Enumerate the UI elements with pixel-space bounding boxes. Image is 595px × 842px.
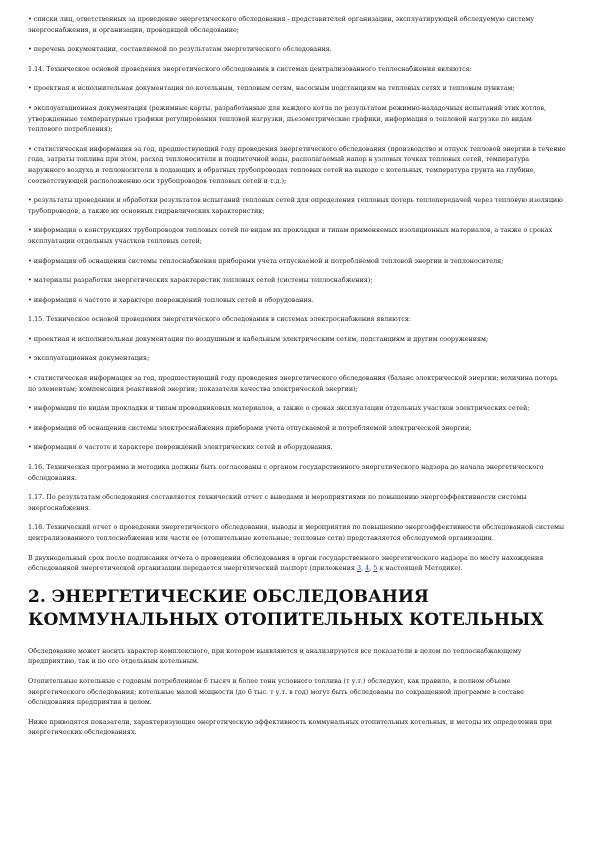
paragraph-electric-metering: • информация об оснащении системы электроснабжения приборами учета отпускаемой и потребляемой электрической энергии; — [28, 423, 472, 432]
paragraph-passport-transfer — [28, 553, 567, 574]
paragraph-electric-damage: • информация о частоте и характере повреждений электрических сетей и оборудования. — [28, 443, 333, 452]
paragraph-conductor-info: • информация по видам прокладки и типам проводниковых материалов, а также о сроках эксплуатации отдельных участков электрических сетей; — [28, 404, 530, 413]
paragraph-electric-statistics: • статистическая информация за год, предшествующий году проведения энергетического обследования (баланс электрической энергии; величина потерь по элементам; компенсация реактивной энергии; показатели качества электрической энергии); — [28, 374, 558, 393]
paragraph-survey-scope: Обследование может носить характер комплексного, при котором выявляются и анализируются все показатели в целом по теплоснабжающему предприятию, так и по его отдельным котельным. — [28, 646, 522, 666]
paragraph-statistical-info: • статистическая информация за год, предшествующий году проведения энергетического обследования (производство и отпуск тепловой энергии в течение года, затраты топлива при этом, расход теплоносителя и подпиточной воды, располагаемый напор в узловых точках тепловых сетей, температура наружного воздуха и теплоносителя в подающих и обратных трубопроводах тепловых сетей на выходе с котельных, температура грунта на глубине, соответствующей расположению оси трубопроводов тепловых сетей и т.д.); — [28, 144, 566, 185]
paragraph-1-18: 1.18. Технический отчет о проведении энергетического обследования, выводы и мероприятия по повышению энергоэффективности обследованной системы централизованного теплоснабжения или части ее (отопительные котельные; тепловые сети) представляется обследуемой организации. — [28, 523, 565, 542]
link-separator: , — [369, 564, 374, 573]
paragraph-operational-docs: • эксплуатационная документация (режимные карты, разработанные для каждого котла по результатам режимно-наладочных испытаний этих котлов, утвержденные температурные графики регулирования тепловой нагрузки, пьезометрические графики, информация о тепловой нагрузке по видам теплового потребления); — [28, 103, 547, 134]
paragraph-test-results: • результаты проведения и обработки результатов испытаний тепловых сетей для определения тепловых потерь теплопередачей через тепловую изоляцию трубопроводов, а также их основных гидравлических характеристик; — [28, 196, 563, 215]
paragraph-indicators-intro: Ниже приводятся показатели, характеризующие энергетическую эффективность коммунальных отопительных котельных, и методы их определения при энергетических обследованиях. — [28, 717, 553, 737]
paragraph-project-docs: • проектная и исполнительная документация по котельным, тепловым сетям, насосным подстанциям на тепловых сетях и тепловым пунктам; — [28, 84, 515, 93]
passport-text-after: к настоящей Методике). — [377, 564, 463, 573]
paragraph-documentation-list: • перечень документации, составляемой по результатам энергетического обследования. — [28, 45, 332, 54]
paragraph-1-14: 1.14. Техническое основой проведения энергетического обследования в системах централизованного теплоснабжения являются: — [28, 64, 472, 73]
paragraph-damage-frequency: • информация о частоте и характере повреждений тепловых сетей и оборудования. — [28, 295, 314, 304]
paragraph-electric-operational-docs: • эксплуатационная документация; — [28, 354, 150, 363]
paragraph-1-16: 1.16. Техническая программа и методика должны быть согласованы с органом государственного энергетического надзора до начала энергетического обследования. — [28, 463, 544, 482]
appendix-4-link[interactable]: 4 — [365, 564, 370, 573]
paragraph-pipeline-info: • информация о конструкциях трубопроводов тепловых сетей по видам их прокладки и типам применяемых изоляционных материалов, а также о сроках эксплуатации отдельных участков тепловых сетей; — [28, 226, 553, 245]
paragraph-electric-project-docs: • проектная и исполнительная документация по воздушным и кабельным электрическим сетям, подстанциям и другим сооружениям; — [28, 334, 489, 343]
paragraph-1-17: 1.17. По результатам обследования составляется технический отчет с выводами и мероприятиями по повышению энергоэффективности системы энергоснабжения. — [28, 493, 527, 512]
paragraph-energy-characteristics: • материалы разработки энергетических характеристик тепловых сетей (системы теплоснабжения); — [28, 276, 373, 285]
appendix-3-link[interactable]: 3 — [356, 564, 362, 573]
paragraph-responsible-persons: • списки лиц, ответственных за проведение энергетического обследования - представителей организации, эксплуатирующей обследуемую систему энергоснабжения, и организации, проводящей обследование; — [28, 15, 535, 34]
link-separator: , — [361, 564, 366, 573]
passport-text-before: В двухнедельный срок после подписания отчета о проведении обследования в орган государственного энергетического надзора по месту нахождения обследованной энергетической организации передается энергетический паспорт (приложения — [28, 553, 544, 573]
paragraph-metering-info: • информация об оснащении системы теплоснабжения приборами учета отпускаемой и потребляемой тепловой энергии и теплоносителя; — [28, 256, 504, 265]
section-heading: 2. ЭНЕРГЕТИЧЕСКИЕ ОБСЛЕДОВАНИЯ КОММУНАЛЬНЫХ ОТОПИТЕЛЬНЫХ КОТЕЛЬНЫХ — [28, 586, 544, 630]
appendix-5-link[interactable]: 5 — [373, 564, 378, 573]
paragraph-boiler-categories: Отопительные котельные с годовым потреблением 6 тысяч и более тонн условного топлива (т у.т.) обследуют, как правило, в полном объеме энергетического обследования; котельные малой мощности (до 6 тыс. т у.т. в год) могут быть обследованы по сокращенной программе в составе обследования предприятия в целом. — [28, 676, 524, 707]
paragraph-1-15: 1.15. Техническое основой проведения энергетического обследования в системах электроснабжения являются: — [28, 315, 412, 324]
